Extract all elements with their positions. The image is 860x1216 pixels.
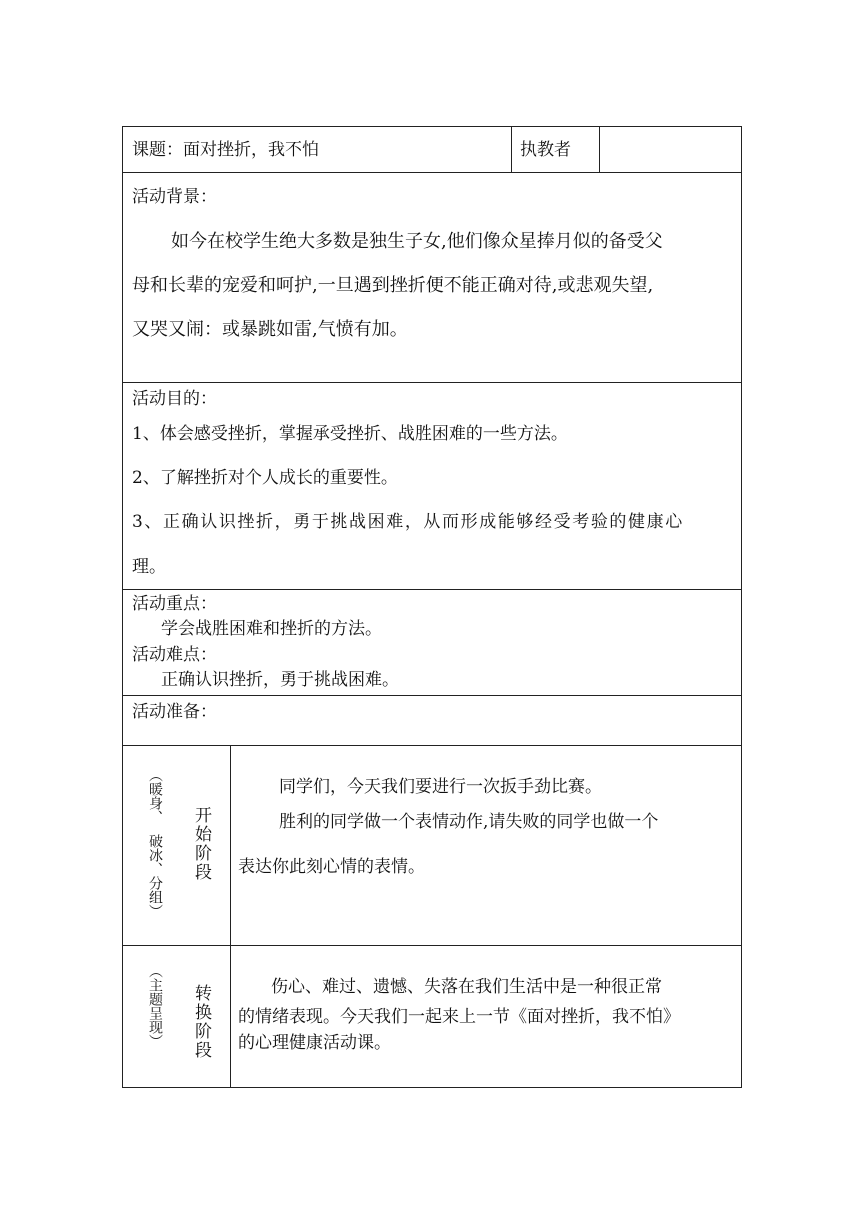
goals-label: 活动目的：: [132, 389, 217, 409]
goal-item-2: 2、了解挫折对个人成长的重要性。: [132, 468, 398, 488]
stage-row-start: [123, 746, 741, 946]
lesson-plan-table: [122, 126, 742, 1088]
teacher-label: 执教者: [520, 140, 571, 160]
preparation-label: 活动准备：: [132, 702, 217, 722]
goal-item-3: 3、正确认识挫折，勇于挑战困难，从而形成能够经受考验的健康心: [132, 512, 684, 532]
background-line-3: 又哭又闹：或暴跳如雷,气愤有加。: [132, 319, 408, 340]
background-label: 活动背景：: [132, 187, 217, 207]
key-points-row: [123, 590, 741, 696]
preparation-row: [123, 696, 741, 746]
stage-2-line-2: 的情绪表现。今天我们一起来上一节《面对挫折，我不怕》: [238, 1007, 680, 1027]
background-line-1: 如今在校学生绝大多数是独生子女,他们像众星捧月似的备受父: [171, 231, 663, 252]
header-row: [123, 127, 741, 173]
key-point-label: 活动重点：: [132, 594, 217, 614]
stage-1-line-2: 胜利的同学做一个表情动作,请失败的同学也做一个: [279, 812, 659, 832]
stage-1-subtitle-col-2: 破冰、分组）: [147, 834, 163, 918]
stage-2-line-3: 的心理健康活动课。: [238, 1033, 391, 1053]
goals-row: [123, 383, 741, 590]
stage-2-line-1: 伤心、难过、遗憾、失落在我们生活中是一种很正常: [271, 977, 662, 997]
difficulty-label: 活动难点：: [132, 645, 217, 665]
key-point-text: 学会战胜困难和挫折的方法。: [161, 619, 382, 639]
difficulty-text: 正确认识挫折，勇于挑战困难。: [161, 670, 399, 690]
background-line-2: 母和长辈的宠爱和呵护,一旦遇到挫折便不能正确对待,或悲观失望,: [132, 275, 654, 296]
stage-1-line-1: 同学们，今天我们要进行一次扳手劲比赛。: [279, 777, 602, 797]
stage-1-line-3: 表达你此刻心情的表情。: [238, 857, 425, 877]
stage-2-subtitle: （主题呈现）: [147, 964, 163, 1048]
lesson-topic: 课题：面对挫折，我不怕: [132, 140, 319, 160]
goal-item-1: 1、体会感受挫折，掌握承受挫折、战胜困难的一些方法。: [132, 424, 568, 444]
stage-1-name: 开始阶段: [191, 806, 211, 882]
stage-1-subtitle-col-1: （暖身、: [147, 768, 163, 824]
goal-item-3-cont: 理。: [132, 557, 166, 577]
background-row: [123, 173, 741, 383]
stage-row-transition: [123, 946, 741, 1088]
stage-2-name: 转换阶段: [191, 984, 211, 1060]
